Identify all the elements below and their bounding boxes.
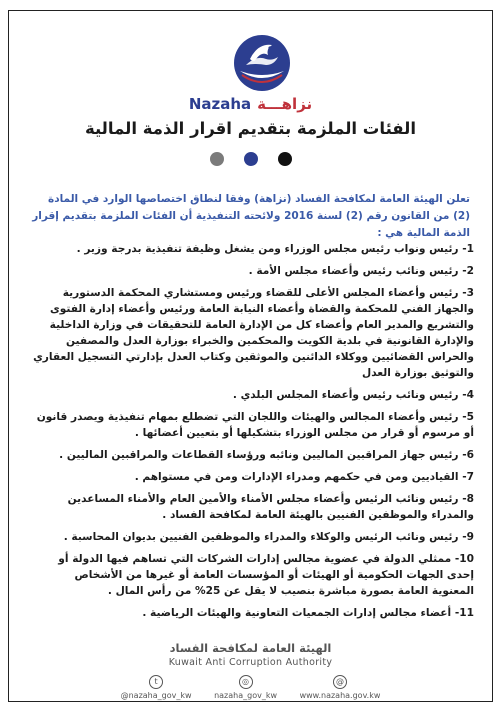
announcement-card: [8, 10, 493, 702]
list-item: 9- رئيس ونائب الرئيس والوكلاء والمدراء والموظفين الفنيين بديوان المحاسبة .: [63, 531, 474, 543]
instagram-icon: ◎: [239, 675, 253, 689]
list-item: 8- رئيس ونائب الرئيس وأعضاء مجلس الأمناء والأمين العام والأمناء المساعدين والمدراء والموظفين الفنيين بالهيئة العامة لمكافحة الفساد .: [67, 493, 474, 521]
brand-name-en: Nazaha: [188, 95, 252, 113]
intro-paragraph: تعلن الهيئة العامة لمكافحة الفساد (نزاهة) وفقا لنطاق اختصاصها الوارد في المادة (2) من القانون رقم (2) لسنة 2016 ولائحته التنفيذية أن الفئات الملزمة بتقديم إقرار الذمة المالية هي :: [32, 193, 470, 239]
list-item: 6- رئيس جهاز المراقبين الماليين ونائبه ورؤساء القطاعات والمراقبين الماليين .: [59, 449, 474, 461]
website-url: www.nazaha.gov.kw: [299, 691, 381, 700]
instagram-link[interactable]: [214, 675, 277, 700]
footer-authority-name-en: Kuwait Anti Corruption Authority: [168, 657, 333, 668]
black-dot-icon: [278, 152, 292, 166]
social-links: [9, 675, 492, 700]
page-title: الفئات الملزمة بتقديم اقرار الذمة المالية: [84, 119, 417, 138]
list-item: 3- رئيس وأعضاء المجلس الأعلى للقضاء ورئيس ومستشاري المحكمة الدستورية والجهاز الفني للمحكمة والقضاة وأعضاء النيابة العامة ورئيس وأعضاء إدارة الفتوى والتشريع والمدير العام وأعضاء كل من الإدارة العامة للتحقيقات في وزارة الداخلية والإدارة القانونية في بلدية الكويت والمحكمين والخبراء بوزارة العدل والمصفين والحراس القضائيين ووكلاء الدائنين والموثقين وكتاب العدل بإدارتي التسجيل العقاري والتوثيق بوزارة العدل: [33, 287, 474, 379]
list-item: 1- رئيس ونواب رئيس مجلس الوزراء ومن يشغل وظيفة تنفيذية بدرجة وزير .: [76, 243, 474, 255]
footer-authority-name-ar: الهيئة العامة لمكافحة الفساد: [169, 641, 332, 655]
twitter-handle: @nazaha_gov_kw: [120, 691, 192, 700]
list-item: 11- أعضاء مجالس إدارات الجمعيات التعاونية والهيئات الرياضية .: [142, 607, 474, 619]
brand-name-ar: نزاهـــة: [257, 95, 313, 113]
brand-name: [9, 95, 492, 113]
list-item: 2- رئيس ونائب رئيس وأعضاء مجلس الأمة .: [248, 265, 474, 277]
list-item: 10- ممثلي الدولة في عضوية مجالس إدارات الشركات التي تساهم فيها الدولة أو إحدى الجهات الحكومية أو الهيئات أو المؤسسات العامة أو غيرها من الأشخاص المعنوية العامة بصورة مباشرة بنصيب لا يقل عن 25% من رأس المال .: [58, 553, 474, 597]
gray-dot-icon: [210, 152, 224, 166]
list-item: 7- القياديين ومن في حكمهم ومدراء الإدارات ومن في مستواهم .: [134, 471, 474, 483]
web-icon: @: [333, 675, 347, 689]
header: [9, 33, 492, 119]
list-item: 5- رئيس وأعضاء المجالس والهيئات واللجان التي تضطلع بمهام تنفيذية ويصدر قانون أو مرسوم أو قرار من مجلس الوزراء بتشكيلها أو بتعيين أعضائها .: [36, 411, 474, 439]
instagram-handle: nazaha_gov_kw: [214, 691, 278, 700]
twitter-link[interactable]: [121, 675, 192, 700]
website-link[interactable]: [300, 675, 381, 700]
list-item: 4- رئيس ونائب رئيس وأعضاء المجلس البلدي .: [232, 389, 474, 401]
decorative-dots: [9, 151, 492, 170]
twitter-icon: t: [149, 675, 163, 689]
categories-list: [29, 241, 474, 627]
blue-dot-icon: [244, 152, 258, 166]
nazaha-logo-icon: [232, 33, 292, 93]
